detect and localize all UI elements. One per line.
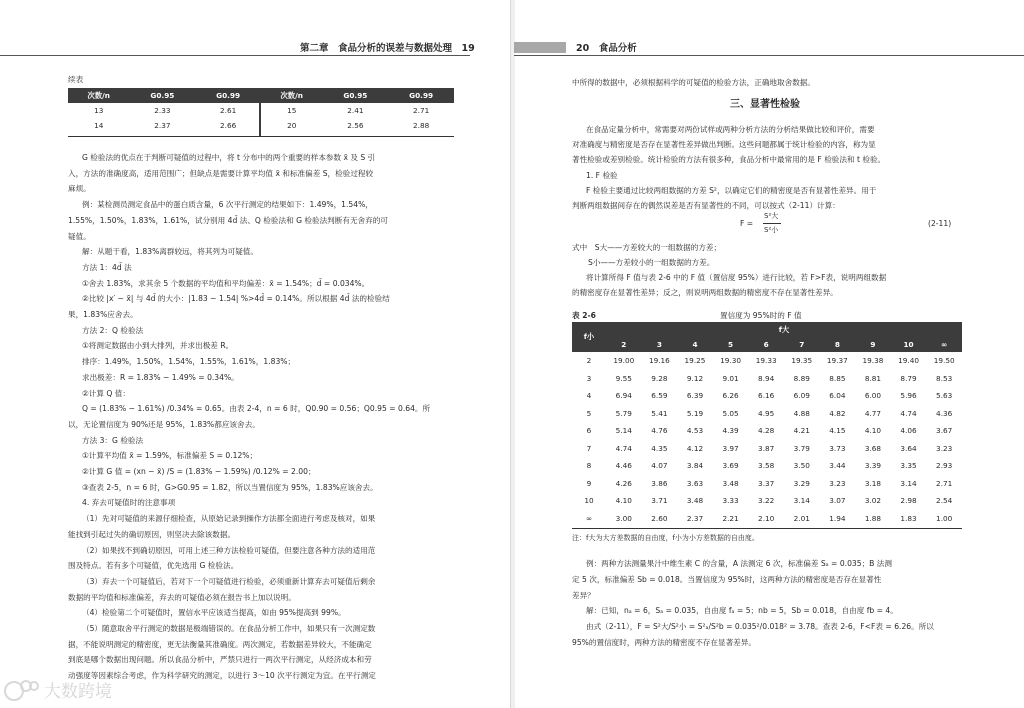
f-table-cell: 19.37: [826, 356, 848, 366]
f-table-cell: 4.06: [900, 426, 917, 436]
f-table-cell: 3.22: [758, 496, 775, 506]
f-table-cell: 3.02: [864, 496, 882, 506]
body-line: 方法 3：G 检验法: [82, 435, 144, 445]
f-table-cell: 4.36: [936, 408, 953, 418]
f-table-cell: 6.59: [651, 391, 668, 401]
f-row-label: 6: [586, 426, 592, 436]
f-table-cell: 3.87: [758, 443, 775, 453]
f-table-cell: 3.73: [829, 443, 846, 453]
f-col-label: 3: [642, 337, 678, 352]
table-row: [68, 103, 454, 118]
g-critical-table: [68, 88, 454, 133]
body-line: ②计算 G 值 = (xn − x̄) /S = (1.83% − 1.59%) /0.12% = 2.00；: [82, 467, 316, 476]
f-table-cell: 3.86: [651, 478, 668, 488]
f-table-cell: 3.29: [793, 478, 810, 488]
table-header-cell: G0.99: [195, 88, 261, 103]
f-table-cell: 2.21: [722, 513, 739, 523]
f-table-row: [572, 510, 962, 528]
watermark-text: 大数跨境: [44, 682, 112, 702]
f-table-cell: 3.97: [722, 443, 739, 453]
f-row-label: 7: [586, 443, 592, 453]
f-table-caption: 置信度为 95%时的 F 值: [720, 311, 802, 320]
body-line: 以，无论置信度为 90%还是 95%，1.83%都应该舍去。: [68, 419, 260, 429]
f-table-row: [572, 370, 962, 388]
body-line: 由式（2-11），F = S²大/S²小 = S²ₐ/S²b = 0.035²/0.018² = 3.78。查表 2-6，F<F表 = 6.26。所以: [586, 622, 934, 632]
body-line: ③查表 2-5，n = 6 时，G>G0.95 = 1.82，所以当置信度为 95%，1.83%应该舍去。: [82, 482, 378, 492]
f-table-cell: 3.37: [758, 478, 775, 488]
body-line: 1.55%，1.50%，1.83%，1.61%，试分别用 4d̄ 法、Q 检验法和 G 检验法判断有无舍弃的可: [68, 215, 388, 225]
f-table-cell: 1.83: [900, 513, 917, 523]
body-line: 疑值。: [68, 231, 91, 241]
f-table-cell: 3.14: [793, 496, 810, 506]
body-line: G 检验法的优点在于判断可疑值的过程中，将 t 分布中的两个重要的样本参数 x̄ 及 S 引: [82, 153, 376, 162]
f-table-cell: 2.54: [936, 496, 953, 506]
left-page: [0, 0, 510, 708]
f-row-header: f小: [572, 322, 606, 352]
f-table-cell: 4.15: [829, 426, 846, 436]
f-table-cell: 4.76: [651, 426, 668, 436]
formula-numerator: S²大: [764, 212, 779, 220]
f-table-cell: 1.00: [936, 513, 953, 523]
formula-number: (2-11): [928, 219, 952, 228]
f-table-cell: 1.94: [829, 513, 846, 523]
f-row-label: ∞: [585, 513, 593, 523]
f-table-cell: 19.35: [791, 356, 813, 366]
f-table-cell: 2.60: [651, 513, 668, 523]
f-table-cell: 2.01: [793, 513, 810, 523]
f-table-cell: 5.79: [615, 408, 632, 418]
f-table-cell: 19.38: [862, 356, 884, 366]
table-cell: 2.71: [412, 106, 430, 115]
body-line: 果，1.83%应舍去。: [68, 310, 138, 319]
table-cell: 14: [94, 121, 104, 130]
f-row-label: 9: [586, 478, 592, 488]
f-table-cell: 3.23: [936, 443, 953, 453]
body-line: S小——方差较小的一组数据的方差。: [588, 258, 715, 267]
f-table-cell: 8.85: [829, 373, 846, 383]
f-table-cell: 9.55: [615, 373, 632, 383]
body-line: ②比较 |x′ − x̄| 与 4d̄ 的大小：|1.83 − 1.54| %>4d̄ = 0.14%。所以根据 4d̄ 法的检验结: [82, 294, 390, 304]
f-row-label: 10: [584, 496, 594, 506]
f-table-cell: 2.37: [686, 513, 704, 523]
f-col-label: 5: [713, 337, 749, 352]
f-table-cell: 5.05: [722, 408, 739, 418]
f-table-cell: 4.77: [864, 408, 882, 418]
table-divider: [259, 88, 261, 136]
table-cell: 13: [94, 106, 104, 115]
body-line: ①将测定数据由小到大排列，并求出极差 R。: [82, 341, 234, 351]
f-table-cell: 1.88: [864, 513, 882, 523]
table-header-cell: G0.99: [388, 88, 454, 103]
body-line: 著性检验或差别检验。统计检验的方法有很多种，食品分析中最常用的是 F 检验法和 t 检验。: [572, 155, 886, 165]
f-table-cell: 3.58: [758, 461, 775, 471]
f-table-cell: 3.44: [829, 461, 846, 471]
formula-denominator: S²小: [764, 226, 779, 234]
f-table-cell: 9.12: [686, 373, 704, 383]
body-line: （4）检验第二个可疑值时，置信水平应该适当提高，如由 95%提高到 99%。: [82, 608, 346, 618]
f-table-cell: 9.01: [722, 373, 739, 383]
f-table-cell: 6.26: [722, 391, 739, 401]
body-line: 例：两种方法测量果汁中维生素 C 的含量，A 法测定 6 次，标准偏差 Sₐ = 0.035；B 法测: [586, 559, 892, 568]
f-table-cell: 3.39: [864, 461, 882, 471]
f-table-cell: 5.14: [615, 426, 632, 436]
f-table-cell: 2.98: [900, 496, 917, 506]
f-table-cell: 4.35: [651, 443, 668, 453]
table-cell: 2.37: [154, 121, 171, 130]
f-table-cell: 5.63: [936, 391, 953, 401]
f-table-row: [572, 440, 962, 458]
f-table-cell: 4.74: [900, 408, 917, 418]
body-line: 定 5 次，标准偏差 Sb = 0.018。当置信度为 95%时，这两种方法的精密度是否存在显著性: [572, 574, 882, 584]
table-cell: 2.88: [412, 121, 430, 130]
f-table-row: [572, 422, 962, 440]
f-table-cell: 3.84: [686, 461, 704, 471]
body-line: 式中 S大——方差较大的一组数据的方差；: [572, 243, 722, 252]
f-table-cell: 2.71: [936, 478, 953, 488]
f-table-cell: 8.94: [758, 373, 775, 383]
f-table-cell: 3.69: [722, 461, 739, 471]
body-line: 方法 1：4d̄ 法: [82, 262, 132, 272]
table-header-cell: 次数/n: [68, 88, 130, 103]
body-line: 4. 弃去可疑值时的注意事项: [82, 498, 176, 508]
f-table-cell: 19.16: [648, 356, 670, 366]
f-row-label: 4: [586, 391, 592, 401]
f-row-label: 3: [586, 373, 592, 383]
body-line: 解：从题干看，1.83%离群较远，将其列为可疑值。: [82, 247, 258, 257]
f-table-cell: 4.21: [793, 426, 810, 436]
f-table-cell: 3.67: [936, 426, 953, 436]
f-col-label: 2: [606, 337, 642, 352]
table-cell: 15: [287, 106, 297, 115]
body-line: ②计算 Q 值：: [82, 388, 130, 398]
right-header-rule: [514, 55, 1024, 56]
body-line: 能找到引起过失的确切原因，则坚决去除该数据。: [68, 529, 236, 539]
f-table-bottom-rule: [572, 528, 962, 529]
f-table-cell: 19.30: [720, 356, 742, 366]
f-table-cell: 2.93: [936, 461, 953, 471]
f-table-row: [572, 492, 962, 510]
f-table-cell: 3.00: [615, 513, 632, 523]
f-table-cell: 4.46: [615, 461, 632, 471]
body-line: F 检验主要通过比较两组数据的方差 S²，以确定它们的精密度是否有显著性差异。用于: [586, 185, 877, 195]
watermark-logo: [0, 676, 140, 706]
f-table-cell: 3.68: [864, 443, 882, 453]
body-line: （1）先对可疑值的来源仔细检查，从原始记录到操作方法都全面进行考虑及核对，如果: [82, 514, 376, 524]
f-table-cell: 19.50: [933, 356, 955, 366]
right-running-header: 20 食品分析: [576, 43, 637, 54]
body-line: 1. F 检验: [586, 170, 618, 180]
f-row-label: 8: [586, 461, 592, 471]
f-table-cell: 3.48: [722, 478, 739, 488]
f-table-cell: 4.12: [686, 443, 704, 453]
f-col-label: 10: [891, 337, 927, 352]
f-table-cell: 9.28: [651, 373, 668, 383]
f-table-row: [572, 387, 962, 405]
f-row-label: 5: [586, 408, 592, 418]
f-table-cell: 3.48: [686, 496, 704, 506]
body-line: 排序：1.49%，1.50%，1.54%，1.55%，1.61%，1.83%；: [82, 357, 296, 367]
f-col-label: 8: [820, 337, 856, 352]
f-col-label: 9: [855, 337, 891, 352]
body-line: （3）弃去一个可疑值后，若对下一个可疑值进行检验，必须重新计算弃去可疑值后剩余: [82, 576, 376, 586]
left-running-header: 第二章 食品分析的误差与数据处理 19: [300, 43, 475, 54]
f-table-cell: 19.25: [684, 356, 706, 366]
f-table-cell: 3.23: [829, 478, 846, 488]
table-cell: 2.61: [219, 106, 237, 115]
f-table-row: [572, 475, 962, 493]
f-value-table: [572, 322, 962, 527]
f-col-label: 6: [748, 337, 784, 352]
body-line: 入，方法的准确度高，适用范围广；但缺点是需要计算平均值 x̄ 和标准偏差 S，检验过程较: [68, 168, 374, 178]
f-table-cell: 3.18: [864, 478, 882, 488]
f-table-cell: 3.79: [793, 443, 810, 453]
body-line: 例：某检测员测定食品中的蛋白质含量，6 次平行测定的结果如下：1.49%，1.54%，: [82, 200, 373, 210]
f-table-cell: 3.50: [793, 461, 810, 471]
f-table-cell: 19.33: [755, 356, 777, 366]
fraction-bar: [763, 223, 781, 224]
f-table-note: 注：f大为大方差数据的自由度，f小为小方差数据的自由度。: [572, 534, 759, 542]
f-table-row: [572, 405, 962, 423]
f-col-label: 4: [677, 337, 713, 352]
body-line: ①舍去 1.83%，求其余 5 个数据的平均值和平均偏差：x̄ = 1.54%；d̄ = 0.034%。: [82, 278, 370, 288]
f-table-cell: 19.40: [898, 356, 919, 366]
f-table-cell: 4.95: [758, 408, 775, 418]
f-table-cell: 3.71: [651, 496, 668, 506]
f-table-cell: 3.35: [900, 461, 917, 471]
f-table-cell: 4.53: [686, 426, 704, 436]
body-line: 方法 2：Q 检验法: [82, 325, 144, 335]
f-table-cell: 4.10: [615, 496, 632, 506]
f-table-cell: 4.82: [829, 408, 846, 418]
table-cell: 2.41: [347, 106, 364, 115]
f-table-cell: 4.07: [651, 461, 668, 471]
body-line: 在食品定量分析中，常需要对两份试样或两种分析方法的分析结果做比较和评价，需要: [586, 125, 875, 134]
f-table-cell: 4.28: [758, 426, 775, 436]
body-line: 解：已知，nₐ = 6，Sₐ = 0.035，自由度 fₐ = 5；nb = 5，Sb = 0.018，自由度 fb = 4。: [586, 606, 898, 616]
f-table-row: [572, 352, 962, 370]
right-page: [514, 0, 1024, 708]
f-col-header: f大: [606, 322, 962, 337]
table-cell: 2.66: [219, 121, 237, 130]
watermark-icon: [5, 681, 38, 700]
body-line: 围及特点。若有多个可疑值，优先选用 G 检验法。: [68, 561, 239, 571]
f-table-cell: 3.64: [900, 443, 917, 453]
table-cell: 2.33: [154, 106, 171, 115]
header-gray-tab: [514, 42, 566, 53]
f-table-cell: 4.88: [793, 408, 810, 418]
f-table-cell: 4.39: [722, 426, 739, 436]
cont-table-caption: 续表: [68, 75, 84, 84]
right-body-line: 中所得的数据中，必须根据科学的可疑值的检验方法，正确地取舍数据。: [572, 78, 815, 87]
f-table-cell: 5.19: [686, 408, 704, 418]
f-col-label: ∞: [926, 337, 962, 352]
body-line: 数据的平均值和标准偏差，弃去的可疑值必须在报告书上加以说明。: [68, 592, 296, 602]
f-table-cell: 3.33: [722, 496, 739, 506]
f-table-cell: 2.10: [758, 513, 775, 523]
f-table-cell: 6.94: [615, 391, 632, 401]
f-table-number: 表 2-6: [572, 311, 596, 320]
f-col-label: 7: [784, 337, 820, 352]
f-table-cell: 8.79: [900, 373, 917, 383]
body-line: 动强度等因素综合考虑，作为科学研究的测定，以进行 3～10 次平行测定为宜。在平行测定: [68, 671, 376, 681]
body-line: （5）随意取舍平行测定的数据是极端错误的。在食品分析工作中，如果只有一次测定数: [82, 624, 376, 633]
f-table-cell: 6.00: [864, 391, 882, 401]
table-row: [68, 118, 454, 133]
table-cell: 2.56: [347, 121, 364, 130]
f-table-cell: 6.16: [758, 391, 775, 401]
section-title: 三、显著性检验: [730, 99, 800, 110]
formula-lhs: F =: [740, 219, 754, 228]
table-cell: 20: [287, 121, 297, 130]
table-bottom-rule: [68, 136, 454, 137]
left-header-rule: [0, 55, 470, 56]
body-line: ①计算平均值 x̄ = 1.59%，标准偏差 S = 0.12%；: [82, 451, 258, 461]
f-row-label: 2: [586, 356, 592, 366]
body-line: （2）如果找不到确切原因，可用上述三种方法检验可疑值，但要注意各种方法的适用范: [82, 545, 376, 555]
body-line: 麻烦。: [68, 184, 91, 194]
f-table-row: [572, 457, 962, 475]
f-table-cell: 8.89: [793, 373, 810, 383]
f-table-cell: 3.14: [900, 478, 917, 488]
f-table-cell: 6.04: [829, 391, 846, 401]
body-line: Q = (1.83% − 1.61%) /0.34% = 0.65。由表 2-4，n = 6 时，Q0.90 = 0.56；Q0.95 = 0.64。所: [82, 404, 431, 414]
f-table-cell: 6.09: [793, 391, 810, 401]
body-line: 的精密度存在显著性差异；反之，则说明两组数据的精密度不存在显著性差异。: [572, 288, 838, 297]
body-line: 求出极差：R = 1.83% − 1.49% = 0.34%。: [82, 372, 239, 382]
f-table-cell: 5.41: [651, 408, 668, 418]
body-line: 95%的置信度时，两种方法的精密度不存在显著差异。: [572, 638, 756, 647]
body-line: 据，不能说明测定的精密度，更无法衡量其准确度。两次测定，若数据差异较大，不能确定: [68, 639, 372, 649]
f-table-cell: 3.07: [829, 496, 846, 506]
f-table-cell: 6.39: [686, 391, 704, 401]
f-table-cell: 4.26: [615, 478, 632, 488]
body-line: 差异？: [572, 590, 595, 600]
f-table-cell: 8.81: [864, 373, 882, 383]
f-table-cell: 5.96: [900, 391, 917, 401]
table-header-cell: G0.95: [323, 88, 389, 103]
f-table-cell: 19.00: [613, 356, 635, 366]
f-table-cell: 4.10: [864, 426, 882, 436]
body-line: 将计算所得 F 值与表 2-6 中的 F 值（置信度 95%）进行比较，若 F>F表，说明两组数据: [586, 273, 887, 282]
body-line: 判断两组数据间存在的偶然误差是否有显著性的不同，可以按式（2-11）计算：: [572, 201, 840, 210]
body-line: 对准确度与精密度是否存在显著性差异做出判断。这些问题都属于统计检验的内容，称为显: [572, 140, 876, 150]
f-table-cell: 3.63: [686, 478, 704, 488]
body-line: 到底是哪个数据出现问题。所以食品分析中，严禁只进行一两次平行测定，从经济成本和劳: [68, 655, 372, 665]
table-header-cell: G0.95: [130, 88, 196, 103]
f-table-cell: 8.53: [936, 373, 953, 383]
table-header-cell: 次数/n: [261, 88, 323, 103]
f-table-cell: 4.74: [615, 443, 632, 453]
